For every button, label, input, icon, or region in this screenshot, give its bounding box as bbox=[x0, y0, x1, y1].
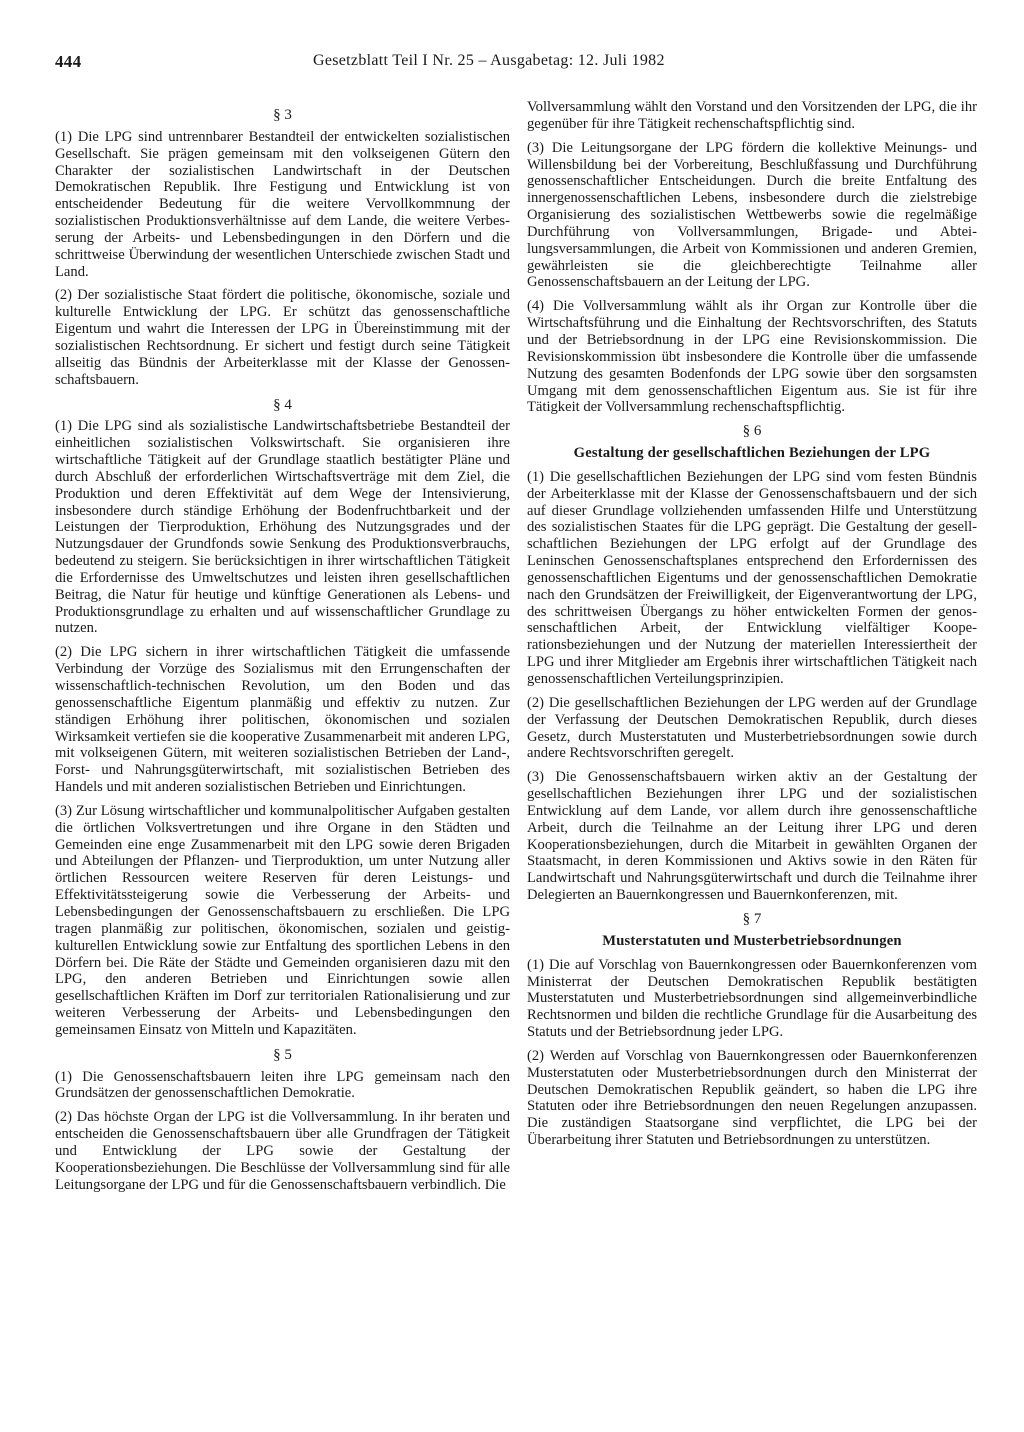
section-3-heading: § 3 bbox=[273, 107, 292, 123]
section-5-paragraph-3: (3) Die Leitungsorgane der LPG fördern die kollektive Meinungs- und Willensbildung bei der Vorbereitung, Beschlußfassung und Durchführung genossenschaftlicher Entscheidungen. Durch die breite Entfaltung des innergenossenschaftlichen Lebens, insbesondere durch die zielstrebige Organisierung des sozialistischen Wettbewerbs sowie die regelmäßige Durchführung von Vollversammlungen, Brigade- und Abteilungsversammlungen, die Arbeit von Kommissionen und anderen Gremien, gewährleisten sie die gleichberechtigte Teilnahme aller Genossenschaftsbauern an der Leitung der LPG. bbox=[527, 139, 977, 291]
section-4-paragraph-3: (3) Zur Lösung wirtschaftlicher und kommunalpolitischer Aufgaben gestalten die örtlichen Volksvertretungen und ihre Organe in den Städten und Gemeinden eine enge Zusammenarbeit mit den LPG sowie deren Brigaden und Abteilungen der Pflanzen- und Tierproduktion, um unter Nutzung aller örtlichen Ressourcen weitere Reserven für deren Leistungs- und Effektivitätssteigerung sowie die Verbesserung der Arbeits- und Lebensbedingungen der Genossenschaftsbauern zu erschließen. Die LPG tragen planmäßig zur politischen, ökonomischen, sozialen und geistig-kulturellen Entwicklung sowie zur Entfaltung des sportlichen Lebens in den Dörfern bei. Die Räte der Städte und Gemeinden organisieren dazu mit den LPG, den anderen Betrieben und Einrichtungen sowie allen gesellschaftlichen Kräften im Dorf zur territorialen Rationalisierung und zur weiteren Verbesserung der Arbeits- und Lebensbedingungen den gemeinsamen Einsatz von Mitteln und Kapazitäten. bbox=[55, 802, 510, 1038]
page-header bbox=[55, 52, 975, 76]
section-7-paragraph-1: (1) Die auf Vorschlag von Bauernkongressen oder Bauernkonferenzen vom Ministerrat der Deutschen Demokratischen Republik bestätigten Musterstatuten und Musterbetriebsordnungen sind allgemeinverbindliche Rechtsnormen und bilden die rechtliche Grundlage für die Ausarbeitung des Statuts und der Betriebsordnung jeder LPG. bbox=[527, 956, 977, 1041]
section-7-paragraph-2: (2) Werden auf Vorschlag von Bauernkongressen oder Bauernkonferenzen Musterstatuten oder Musterbetriebsordnungen durch den Ministerrat der Deutschen Demokratischen Republik geändert, so haben die LPG ihre Statuten oder ihre Betriebsordnungen den neuen Regelungen anzupassen. Die zuständigen Staatsorgane sind verpflichtet, die LPG bei der Überarbeitung ihrer Statuten und Betriebsordnungen zu unterstützen. bbox=[527, 1047, 977, 1149]
section-5-paragraph-4: (4) Die Vollversammlung wählt als ihr Organ zur Kontrolle über die Wirtschaftsführung und die Einhaltung der Rechtsvorschriften, des Statuts und der Betriebsordnung in der LPG eine Revisionskommission. Die Revisionskommission übt insbesondere die Kontrolle über die umfassende Nutzung des gesamten Bodenfonds der LPG sowie über den sorgsamsten Umgang mit dem genossenschaftlichen Eigentum aus. Sie ist für ihre Tätigkeit der Vollversammlung rechenschaftspflichtig. bbox=[527, 298, 977, 416]
section-4-paragraph-1: (1) Die LPG sind als sozialistische Landwirtschaftsbetriebe Bestandteil der einheitlichen sozialistischen Volkswirtschaft. Sie organisieren ihre wirtschaftliche Tätigkeit auf der Grundlage staatlich bestätigter Pläne und durch Abschluß der erforderlichen Wirtschaftsverträge mit dem Ziel, die Produktion und deren Effektivität auf dem Wege der Intensivierung, insbesondere durch ständige Erhöhung der Bodenfruchtbarkeit und der Leistungen der Tierproduktion, Erhöhung des Nutzungsgrades und der Nutzungsdauer der Grundfonds sowie Senkung des Produktionsverbrauchs, bedeutend zu steigern. Sie berücksichtigen in ihrer wirtschaftlichen Tätigkeit die Erfordernisse des Umweltschutzes und leisten ihren gesellschaftlichen Beitrag, die Natur für heutige und künftige Generationen als Lebens- und Produktionsgrundlage zu erhalten und auf wissenschaftlicher Grundlage zu nutzen. bbox=[55, 418, 510, 637]
section-5-paragraph-2: (2) Das höchste Organ der LPG ist die Vollversammlung. In ihr beraten und entscheiden die Genossenschaftsbauern über alle Grundfragen der Tätigkeit und Entwicklung der LPG sowie der Gestaltung der Kooperationsbeziehungen. Die Beschlüsse der Vollversammlung sind für alle Leitungsorgane der LPG und für die Genossenschaftsbauern verbindlich. Die bbox=[55, 1109, 510, 1193]
section-7-title: Musterstatuten und Musterbetriebsordnungen bbox=[602, 932, 902, 949]
right-column bbox=[527, 99, 977, 1156]
section-6-heading: § 6 bbox=[742, 423, 762, 440]
section-7-heading: § 7 bbox=[742, 910, 762, 927]
left-column bbox=[55, 99, 510, 1200]
section-6-title: Gestaltung der gesellschaftlichen Beziehungen der LPG bbox=[573, 445, 931, 462]
section-5-paragraph-2-continued: Vollversammlung wählt den Vorstand und den Vorsitzenden der LPG, die ihr gegenüber für ihre Tätigkeit rechenschaftspflichtig sind. bbox=[527, 99, 977, 132]
section-4-heading: § 4 bbox=[273, 396, 292, 413]
page-number: 444 bbox=[55, 52, 82, 71]
header-title: Gesetzblatt Teil I Nr. 25 – Ausgabetag: 12. Juli 1982 bbox=[313, 52, 665, 69]
section-3-paragraph-2: (2) Der sozialistische Staat fördert die politische, ökonomische, soziale und kulturelle Entwicklung der LPG. Er schützt das genossenschaftliche Eigentum und wahrt die Interessen der LPG in Übereinstimmung mit der sozialistischen Rechtsordnung. Er sichert und festigt durch seine Tätigkeit allseitig das Bündnis der Arbeiterklasse mit der Klasse der Genossenschaftsbauern. bbox=[55, 287, 510, 388]
section-4-paragraph-2: (2) Die LPG sichern in ihrer wirtschaftlichen Tätigkeit die umfassende Verbindung der Vorzüge des Sozialismus mit den Errungenschaften der wissenschaftlich-technischen Revolution, um den Boden und das genossenschaftliche Eigentum planmäßig und effektiv zu nutzen. Zur ständigen Erhöhung ihrer politischen, ökonomischen und sozialen Wirksamkeit vertiefen sie die kooperative Zusammenarbeit mit anderen LPG, mit volkseigenen Gütern, mit weiteren sozialistischen Betrieben der Land-, Forst- und Nahrungsgüterwirtschaft, mit sozialistischen Betrieben des Handels und mit anderen sozialistischen Betrieben und Einrichtungen. bbox=[55, 644, 510, 796]
section-6-paragraph-2: (2) Die gesellschaftlichen Beziehungen der LPG werden auf der Grundlage der Verfassung der Deutschen Demokratischen Republik, durch dieses Gesetz, durch Musterstatuten und Musterbetriebsordnungen sowie durch andere Rechtsvorschriften geregelt. bbox=[527, 694, 977, 762]
section-5-paragraph-1: (1) Die Genossenschaftsbauern leiten ihre LPG gemeinsam nach den Grundsätzen der genossenschaftlichen Demokratie. bbox=[55, 1068, 510, 1102]
section-5-heading: § 5 bbox=[273, 1046, 292, 1063]
section-3-paragraph-1: (1) Die LPG sind untrennbarer Bestandteil der entwickelten sozialistischen Gesellschaft. Sie prägen gemeinsam mit den volkseigenen Gütern den Charakter der sozialistischen Landwirtschaft in der Deutschen Demokratischen Republik. Ihre Festigung und Entwicklung ist von entscheidender Bedeutung für die weitere Vervollkommnung der sozialistischen Produktionsverhältnisse auf dem Lande, die weitere Verbesserung der Arbeits- und Lebensbedingungen in den Dörfern und die schrittweise Überwindung der wesentlichen Unterschiede zwischen Stadt und Land. bbox=[55, 128, 510, 280]
section-6-paragraph-1: (1) Die gesellschaftlichen Beziehungen der LPG sind vom festen Bündnis der Arbeiterklasse mit der Klasse der Genossenschaftsbauern und der sich auf dieser Grundlage vollziehenden umfassenden Hilfe und Unterstützung des sozialistischen Staates für die LPG geprägt. Die Gestaltung der gesellschaftlichen Beziehungen der LPG erfolgt auf der Grundlage des Leninschen Genossenschaftsplanes entsprechend den Erfordernissen des genossenschaftlichen Eigentums und der genossenschaftlichen Demokratie nach den Grundsätzen der Freiwilligkeit, der Eigenverantwortung der LPG, des schrittweisen Übergangs zu höher entwickelten Formen der genossenschaftlichen Arbeit, der Entwicklung vielfältiger Kooperationsbeziehungen und der Nutzung der materiellen Interessiertheit der LPG und ihrer Mitglieder am Ergebnis ihrer wirtschaftlichen Tätigkeit nach genossenschaftlichen Verteilungsprinzipien. bbox=[527, 468, 977, 687]
section-6-paragraph-3: (3) Die Genossenschaftsbauern wirken aktiv an der Gestaltung der gesellschaftlichen Beziehungen ihrer LPG und der sozialistischen Entwicklung auf dem Lande, vor allem durch ihre genossenschaftliche Arbeit, durch die Teilnahme an der Leitung ihrer LPG und deren Kooperationsbeziehungen, durch die Mitarbeit in gewählten Organen der Staatsmacht, in deren Kommissionen und Aktivs sowie in den Räten für Landwirtschaft und Nahrungsgüterwirtschaft und durch die Teilnahme ihrer Delegierten an Bauernkongressen und Bauernkonferenzen, mit. bbox=[527, 769, 977, 904]
